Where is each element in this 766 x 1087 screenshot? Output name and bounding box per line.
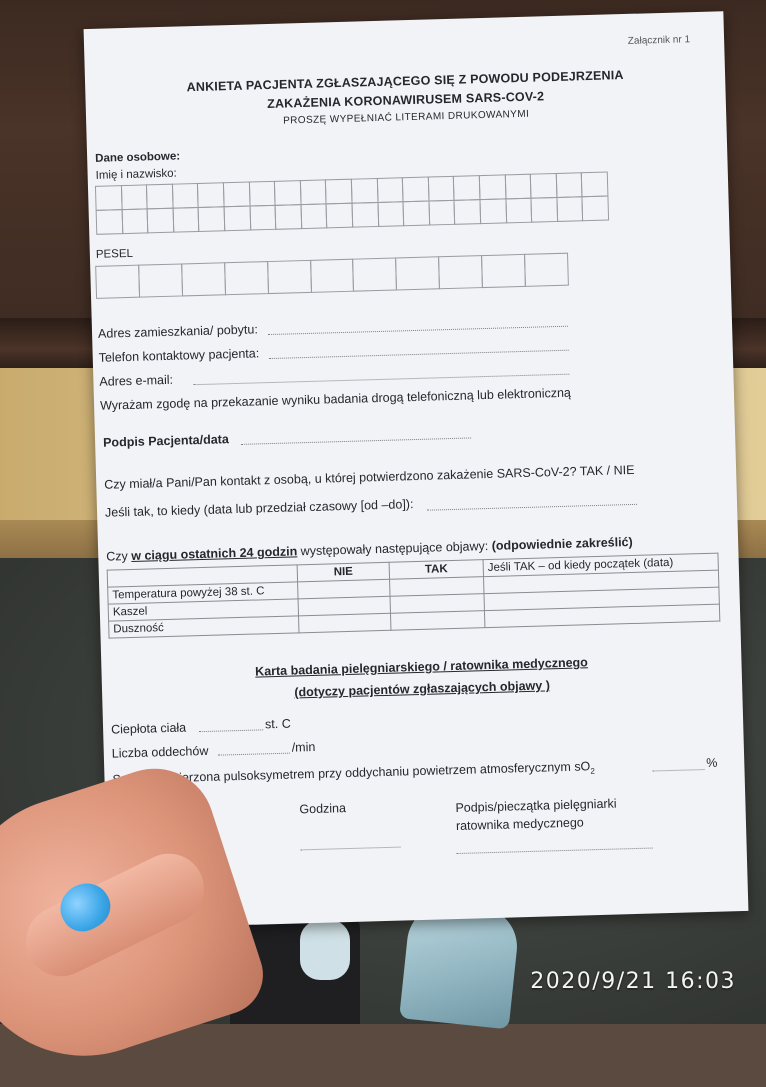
- symptoms-intro-instruction: (odpowiednie zakreślić): [491, 534, 633, 553]
- name-letter-box[interactable]: [531, 197, 558, 223]
- breath-rate-label: Liczba oddechów: [111, 743, 209, 761]
- name-letter-box[interactable]: [198, 206, 225, 232]
- name-letter-box[interactable]: [454, 199, 481, 225]
- consent-text: Wyrażam zgodę na przekazanie wyniku badania drogą telefoniczną lub elektroniczną: [99, 385, 572, 413]
- name-letter-box[interactable]: [376, 177, 403, 203]
- name-letter-box[interactable]: [274, 180, 301, 206]
- name-letter-box[interactable]: [505, 198, 532, 224]
- dyspnea-yes-cell[interactable]: [390, 611, 484, 631]
- name-letter-box[interactable]: [581, 172, 608, 198]
- pesel-digit-box[interactable]: [524, 253, 569, 287]
- name-letter-box[interactable]: [504, 174, 531, 200]
- nurse-signature-label-1: Podpis/pieczątka pielęgniarki: [455, 796, 617, 816]
- name-label: Imię i nazwisko:: [95, 167, 177, 182]
- body-temperature-unit: st. C: [264, 716, 291, 732]
- body-temperature-label: Ciepłota ciała: [110, 720, 187, 737]
- name-letter-box[interactable]: [351, 178, 378, 204]
- name-letter-box[interactable]: [172, 207, 199, 233]
- name-letter-box[interactable]: [197, 182, 224, 208]
- patient-signature-field[interactable]: [241, 437, 471, 444]
- name-letter-box[interactable]: [582, 196, 609, 222]
- name-letter-box[interactable]: [121, 184, 148, 210]
- name-letter-box[interactable]: [224, 206, 251, 232]
- symptom-dyspnea: Duszność: [109, 616, 299, 638]
- name-letter-box[interactable]: [556, 172, 583, 198]
- nurse-card-subheading: (dotyczy pacjentów zgłaszających objawy ): [294, 678, 551, 700]
- name-letter-box[interactable]: [325, 179, 352, 205]
- table-header-yes: TAK: [389, 560, 483, 580]
- phone-field[interactable]: [269, 350, 569, 359]
- attachment-number: Załącznik nr 1: [627, 34, 691, 47]
- name-letter-box[interactable]: [403, 201, 430, 227]
- name-letter-box[interactable]: [352, 202, 379, 228]
- table-header-since: Jeśli TAK – od kiedy początek (data): [483, 553, 718, 577]
- name-letter-box[interactable]: [275, 204, 302, 230]
- patient-signature-label: Podpis Pacjenta/data: [102, 432, 229, 450]
- symptom-cough: Kaszel: [108, 599, 298, 621]
- name-letter-box[interactable]: [453, 175, 480, 201]
- name-letter-box[interactable]: [121, 208, 148, 234]
- name-letter-grid[interactable]: [96, 173, 609, 235]
- symptoms-intro-c: występowały następujące objawy:: [297, 538, 492, 559]
- form-title-line-2: ZAKAŻENIA KORONAWIRUSEM SARS-COV-2: [266, 89, 545, 112]
- name-letter-box[interactable]: [479, 198, 506, 224]
- table-header-no: NIE: [297, 562, 389, 582]
- saturation-subscript: 2: [590, 766, 596, 776]
- pesel-digit-box[interactable]: [267, 260, 312, 294]
- pesel-digit-box[interactable]: [395, 256, 440, 290]
- name-letter-box[interactable]: [377, 201, 404, 227]
- hour-label: Godzina: [299, 801, 347, 817]
- saturation-text: Saturacja mierzona pulsoksymetrem przy oddychaniu powietrzem atmosferycznym sO: [112, 759, 591, 787]
- symptoms-intro-a: Czy: [106, 548, 132, 564]
- form-title-line-1: ANKIETA PACJENTA ZGŁASZAJĄCEGO SIĘ Z POWODU PODEJRZENIA: [186, 68, 624, 95]
- email-field[interactable]: [194, 374, 570, 385]
- pesel-digit-box[interactable]: [438, 255, 483, 289]
- nurse-signature-label-2: ratownika medycznego: [455, 815, 584, 834]
- nurse-signature-field[interactable]: [457, 848, 653, 854]
- pesel-digit-box[interactable]: [353, 257, 398, 291]
- address-label: Adres zamieszkania/ pobytu:: [97, 322, 259, 341]
- email-label: Adres e-mail:: [99, 372, 174, 389]
- saturation-unit: %: [706, 755, 718, 771]
- name-letter-box[interactable]: [402, 177, 429, 203]
- pesel-digit-box[interactable]: [310, 259, 355, 293]
- pesel-digit-box[interactable]: [181, 262, 226, 296]
- breath-rate-field[interactable]: [218, 753, 290, 756]
- name-letter-box[interactable]: [147, 208, 174, 234]
- phone-label: Telefon kontaktowy pacjenta:: [98, 346, 260, 365]
- name-letter-box[interactable]: [95, 185, 122, 211]
- breath-rate-unit: /min: [291, 739, 316, 755]
- name-letter-box[interactable]: [326, 203, 353, 229]
- dyspnea-no-cell[interactable]: [299, 613, 391, 633]
- name-letter-box[interactable]: [300, 179, 327, 205]
- symptoms-table: [107, 553, 721, 639]
- saturation-field[interactable]: [652, 769, 704, 771]
- pesel-digit-box[interactable]: [95, 265, 140, 299]
- contact-question: Czy miał/a Pani/Pan kontakt z osobą, u której potwierdzono zakażenie SARS-CoV-2? TAK / NIE: [104, 462, 635, 492]
- when-field[interactable]: [427, 504, 637, 511]
- name-letter-box[interactable]: [172, 183, 199, 209]
- photo-timestamp: 2020/9/21 16:03: [530, 969, 736, 994]
- symptoms-intro-period: w ciągu ostatnich 24 godzin: [131, 544, 298, 563]
- pesel-digit-box[interactable]: [481, 254, 526, 288]
- personal-data-heading: Dane osobowe:: [95, 150, 181, 165]
- name-letter-box[interactable]: [146, 184, 173, 210]
- name-letter-box[interactable]: [249, 205, 276, 231]
- nurse-card-heading: Karta badania pielęgniarskiego / ratownika medycznego: [254, 655, 589, 679]
- pesel-digit-box[interactable]: [224, 261, 269, 295]
- hour-field[interactable]: [301, 847, 401, 851]
- name-letter-box[interactable]: [248, 181, 275, 207]
- name-letter-box[interactable]: [428, 176, 455, 202]
- symptom-temperature: Temperatura powyżej 38 st. C: [108, 582, 298, 604]
- when-question: Jeśli tak, to kiedy (data lub przedział czasowy [od –do]):: [104, 497, 414, 520]
- name-letter-box[interactable]: [428, 200, 455, 226]
- pesel-digit-grid[interactable]: [96, 254, 569, 299]
- name-letter-box[interactable]: [530, 173, 557, 199]
- pesel-digit-box[interactable]: [138, 263, 183, 297]
- pesel-label: PESEL: [95, 247, 134, 261]
- name-letter-box[interactable]: [556, 196, 583, 222]
- shoe: [300, 920, 350, 980]
- name-letter-box[interactable]: [96, 209, 123, 235]
- name-letter-box[interactable]: [223, 182, 250, 208]
- name-letter-box[interactable]: [479, 174, 506, 200]
- form-subtitle: PROSZĘ WYPEŁNIAĆ LITERAMI DRUKOWANYMI: [282, 108, 530, 127]
- address-field[interactable]: [268, 326, 568, 335]
- body-temperature-field[interactable]: [199, 729, 263, 732]
- name-letter-box[interactable]: [300, 203, 327, 229]
